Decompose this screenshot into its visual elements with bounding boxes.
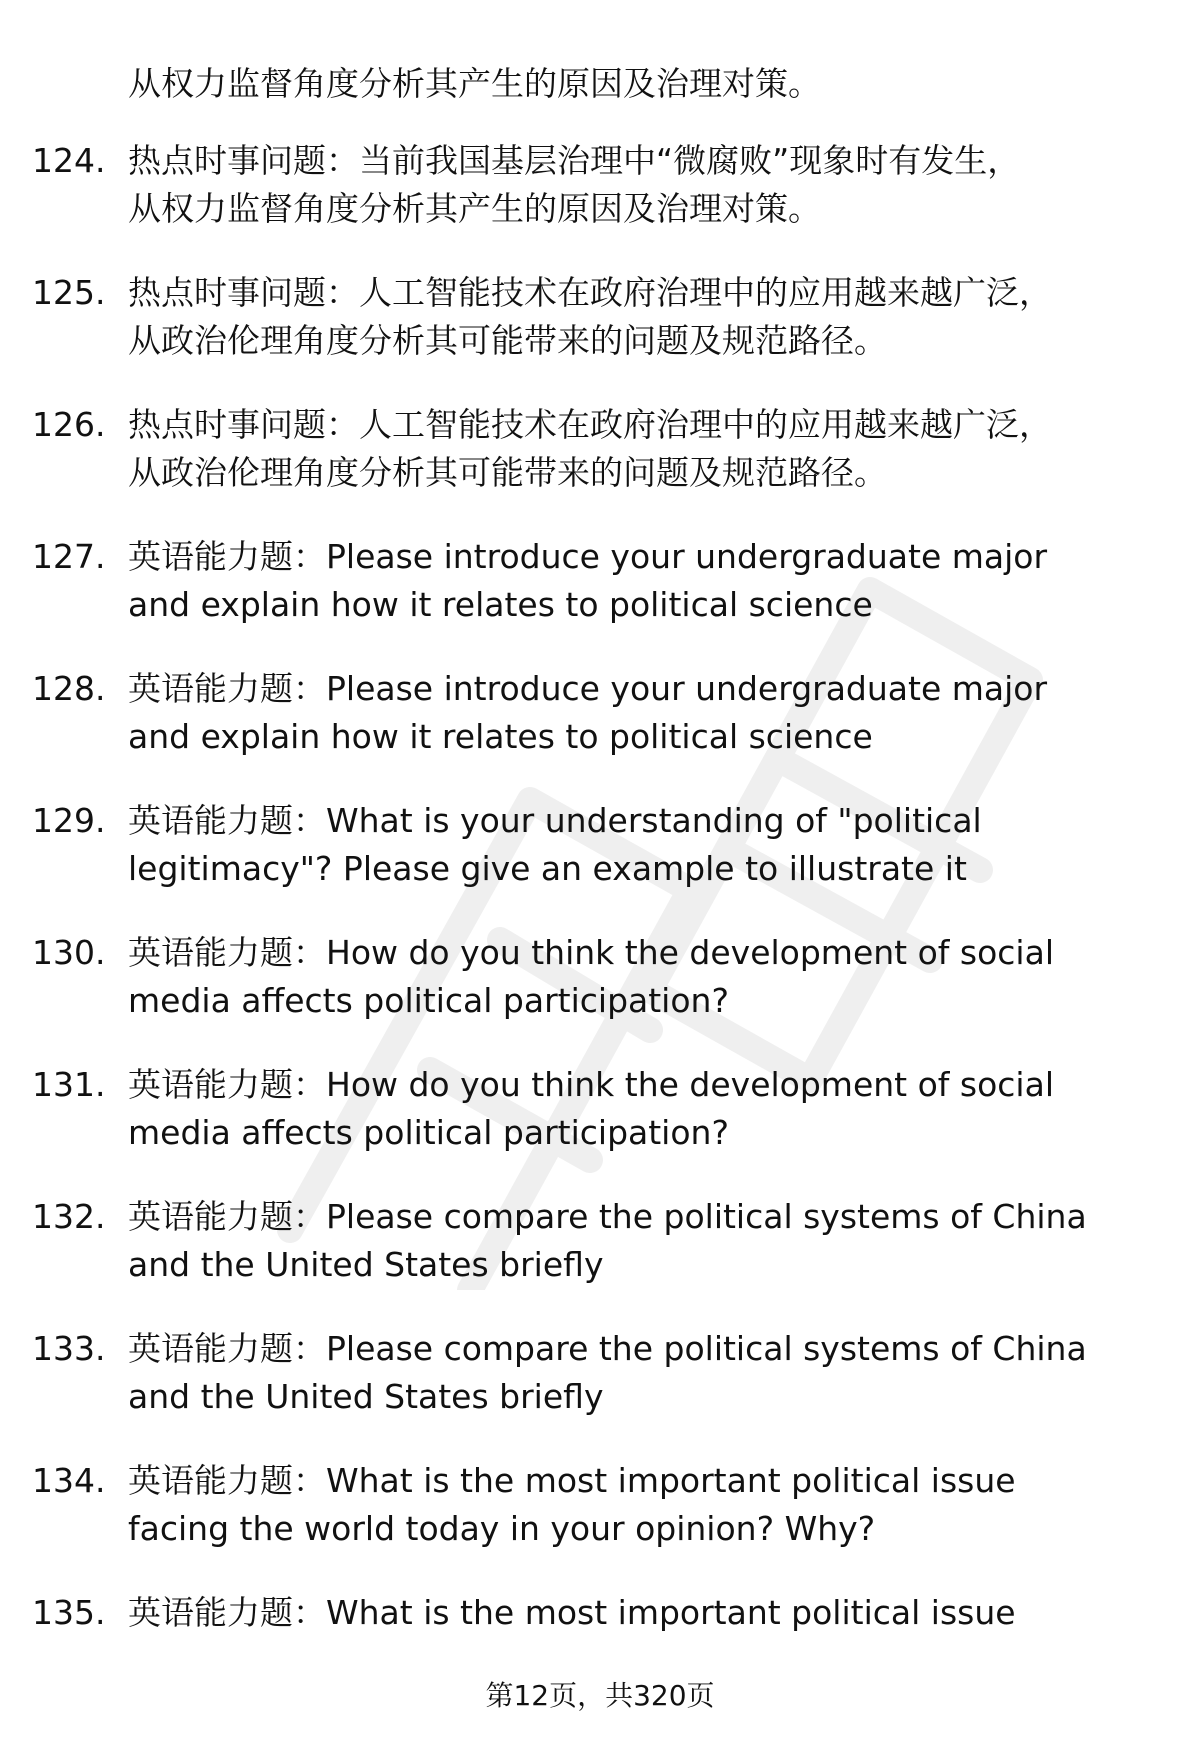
question-text <box>128 1061 1168 1157</box>
question-text <box>128 1193 1168 1289</box>
question-item <box>0 1193 1200 1325</box>
question-text <box>128 269 1168 365</box>
question-text <box>128 797 1168 893</box>
question-text-line: 英语能力题：How do you think the development of social <box>128 1065 1054 1104</box>
question-item <box>0 533 1200 665</box>
question-text-line: 从政治伦理角度分析其可能带来的问题及规范路径。 <box>128 321 887 360</box>
page-footer: 第12页，共320页 <box>485 1679 715 1712</box>
question-item <box>0 665 1200 797</box>
question-text-line: media affects political participation? <box>128 981 729 1020</box>
question-text-line: 热点时事问题：人工智能技术在政府治理中的应用越来越广泛， <box>128 273 1052 312</box>
question-text <box>128 1457 1168 1553</box>
question-item <box>0 929 1200 1061</box>
question-text-line: and the United States briefly <box>128 1245 604 1284</box>
question-number: 132. <box>32 1197 106 1236</box>
question-item <box>0 1457 1200 1589</box>
question-item <box>0 269 1200 401</box>
question-item <box>0 1325 1200 1457</box>
question-text-line: 英语能力题：What is the most important political issue <box>128 1593 1016 1632</box>
question-number: 125. <box>32 273 106 312</box>
question-number: 133. <box>32 1329 106 1368</box>
question-text <box>128 533 1168 629</box>
question-text-line: 英语能力题：Please introduce your undergraduate major <box>128 537 1048 576</box>
question-text <box>128 401 1168 497</box>
question-text-line: 从政治伦理角度分析其可能带来的问题及规范路径。 <box>128 453 887 492</box>
question-number: 129. <box>32 801 106 840</box>
question-text-line: 英语能力题：Please introduce your undergraduate major <box>128 669 1048 708</box>
question-text <box>128 1325 1168 1421</box>
question-text-line: 热点时事问题：人工智能技术在政府治理中的应用越来越广泛， <box>128 405 1052 444</box>
question-number: 127. <box>32 537 106 576</box>
question-text-line: and explain how it relates to political science <box>128 585 873 624</box>
question-text-line: facing the world today in your opinion? Why? <box>128 1509 876 1548</box>
question-text-line: 英语能力题：How do you think the development of social <box>128 933 1054 972</box>
question-number: 131. <box>32 1065 106 1104</box>
question-number: 128. <box>32 669 106 708</box>
question-number: 126. <box>32 405 106 444</box>
question-list <box>0 137 1200 1721</box>
question-text-line: 英语能力题：Please compare the political systems of China <box>128 1197 1087 1236</box>
question-item <box>0 137 1200 269</box>
question-item <box>0 401 1200 533</box>
question-text-line: 英语能力题：What is the most important political issue <box>128 1461 1016 1500</box>
question-number: 130. <box>32 933 106 972</box>
question-text <box>128 929 1168 1025</box>
question-text-line: 热点时事问题：当前我国基层治理中“微腐败”现象时有发生， <box>128 141 1021 180</box>
question-text-line: 英语能力题：What is your understanding of "political <box>128 801 982 840</box>
question-text <box>128 1589 1168 1637</box>
question-text <box>128 137 1168 233</box>
question-text-line: 英语能力题：Please compare the political systems of China <box>128 1329 1087 1368</box>
question-text-line: legitimacy"? Please give an example to illustrate it <box>128 849 967 888</box>
question-item <box>0 1061 1200 1193</box>
question-text-line: media affects political participation? <box>128 1113 729 1152</box>
question-number: 135. <box>32 1593 106 1632</box>
question-text-line: 从权力监督角度分析其产生的原因及治理对策。 <box>128 189 821 228</box>
question-text-line: and explain how it relates to political science <box>128 717 873 756</box>
question-item <box>0 797 1200 929</box>
question-text <box>128 665 1168 761</box>
question-text-line: and the United States briefly <box>128 1377 604 1416</box>
question-number: 124. <box>32 141 106 180</box>
question-number: 134. <box>32 1461 106 1500</box>
continued-question-line: 从权力监督角度分析其产生的原因及治理对策。 <box>128 64 821 103</box>
